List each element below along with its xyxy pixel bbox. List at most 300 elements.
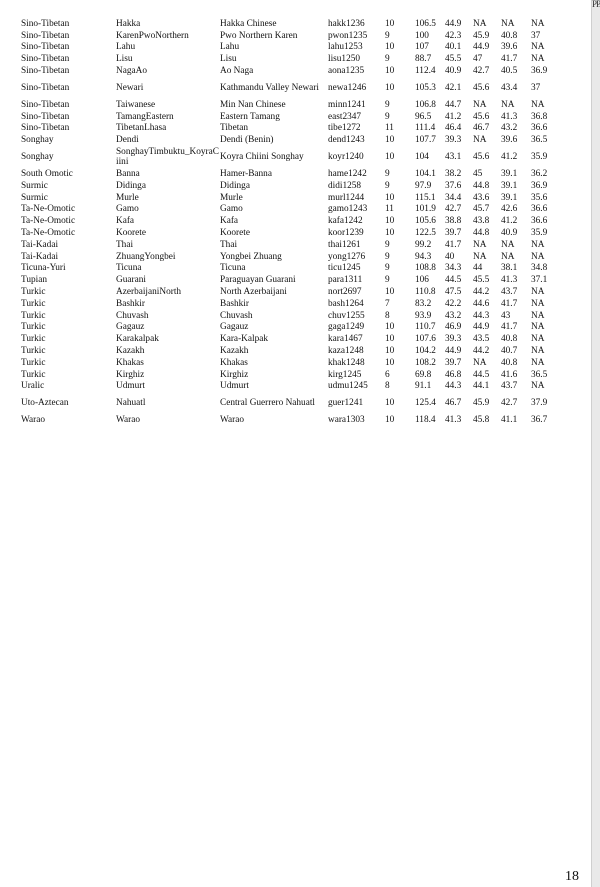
cell-col-b: 46.7 xyxy=(445,398,462,409)
cell-glottocode: khak1248 xyxy=(328,357,365,368)
cell-col-a: 69.8 xyxy=(415,369,432,380)
cell-col-d: 42.6 xyxy=(501,204,518,215)
cell-family: Uralic xyxy=(21,381,45,392)
cell-language-name: Hakka Chinese xyxy=(220,18,277,29)
cell-col-e: NA xyxy=(531,346,545,357)
cell-col-c: 44.8 xyxy=(473,180,490,191)
cell-language-name: Kafa xyxy=(220,216,239,227)
cell-col-e: 36.7 xyxy=(531,415,548,426)
cell-language-name: Yongbei Zhuang xyxy=(220,251,282,262)
cell-col-a: 118.4 xyxy=(415,415,436,426)
cell-language-name: Lahu xyxy=(220,42,240,53)
cell-col-e: 37.9 xyxy=(531,398,548,409)
cell-col-a: 110.7 xyxy=(415,322,436,333)
cell-glottocode: east2347 xyxy=(328,111,362,122)
cell-col-n: 9 xyxy=(385,30,390,41)
cell-col-d: 39.1 xyxy=(501,180,518,191)
cell-language-name: Thai xyxy=(220,239,238,250)
cell-col-a: 101.9 xyxy=(415,204,436,215)
cell-col-a: 115.1 xyxy=(415,192,436,203)
cell-col-a: 106 xyxy=(415,275,429,286)
cell-col-c: 45.9 xyxy=(473,398,490,409)
cell-col-e: NA xyxy=(531,310,545,321)
cell-col-e: NA xyxy=(531,54,545,65)
cell-language-id: Banna xyxy=(116,169,140,180)
cell-col-c: 45.6 xyxy=(473,82,490,93)
table-row xyxy=(21,310,553,322)
cell-family: Ta-Ne-Omotic xyxy=(21,204,76,215)
cell-language-id: Udmurt xyxy=(116,381,145,392)
cell-language-id: Newari xyxy=(116,82,144,93)
cell-col-a: 107 xyxy=(415,42,429,53)
cell-col-b: 44.7 xyxy=(445,99,462,110)
cell-family: Ta-Ne-Omotic xyxy=(21,228,76,239)
cell-col-d: 43.7 xyxy=(501,381,518,392)
cell-col-a: 104.2 xyxy=(415,346,436,357)
cell-language-name: Chuvash xyxy=(220,310,253,321)
cell-family: Ticuna-Yuri xyxy=(21,263,66,274)
cell-glottocode: thai1261 xyxy=(328,239,361,250)
cell-col-b: 39.3 xyxy=(445,334,462,345)
cell-family: Surmic xyxy=(21,192,48,203)
cell-col-d: 39.1 xyxy=(501,169,518,180)
cell-col-b: 40.1 xyxy=(445,42,462,53)
cell-col-a: 100 xyxy=(415,30,429,41)
cell-col-d: 41.2 xyxy=(501,216,518,227)
cell-col-b: 44.9 xyxy=(445,346,462,357)
cell-col-e: 35.9 xyxy=(531,228,548,239)
cell-col-n: 10 xyxy=(385,357,395,368)
cell-glottocode: minn1241 xyxy=(328,99,366,110)
cell-col-c: 44.9 xyxy=(473,42,490,53)
cell-language-name: Koyra Chiini Songhay xyxy=(220,152,304,163)
cell-col-a: 96.5 xyxy=(415,111,432,122)
cell-col-n: 10 xyxy=(385,322,395,333)
cell-glottocode: kafa1242 xyxy=(328,216,363,227)
cell-col-e: 36.5 xyxy=(531,369,548,380)
cell-col-c: 43.5 xyxy=(473,334,490,345)
cell-col-e: NA xyxy=(531,357,545,368)
cell-family: Ta-Ne-Omotic xyxy=(21,216,76,227)
cell-glottocode: aona1235 xyxy=(328,66,365,77)
cell-col-d: 42.7 xyxy=(501,398,518,409)
cell-glottocode: tibe1272 xyxy=(328,123,361,134)
cell-col-c: 44.2 xyxy=(473,346,490,357)
cell-language-name: Udmurt xyxy=(220,381,249,392)
cell-language-name: Kathmandu Valley Newari xyxy=(220,82,319,93)
cell-col-n: 9 xyxy=(385,111,390,122)
cell-col-b: 41.7 xyxy=(445,239,462,250)
cell-glottocode: yong1276 xyxy=(328,251,366,262)
cell-col-a: 99.2 xyxy=(415,239,432,250)
cell-col-b: 37.6 xyxy=(445,180,462,191)
cell-col-b: 42.7 xyxy=(445,204,462,215)
adjacent-page-text-fragment: PP. xyxy=(592,0,600,9)
cell-col-b: 34.4 xyxy=(445,192,462,203)
cell-col-c: 47 xyxy=(473,54,483,65)
cell-language-name: Pwo Northern Karen xyxy=(220,30,298,41)
cell-col-b: 46.9 xyxy=(445,322,462,333)
table-row xyxy=(21,146,553,168)
cell-col-d: 39.1 xyxy=(501,192,518,203)
cell-col-d: 41.1 xyxy=(501,415,518,426)
cell-language-id: Taiwanese xyxy=(116,99,156,110)
cell-col-d: 39.6 xyxy=(501,42,518,53)
cell-col-d: 43.7 xyxy=(501,287,518,298)
table-row xyxy=(21,369,553,381)
cell-col-n: 10 xyxy=(385,66,395,77)
cell-language-name: Ao Naga xyxy=(220,66,254,77)
cell-col-d: 40.8 xyxy=(501,334,518,345)
table-row xyxy=(21,298,553,310)
cell-col-d: NA xyxy=(501,251,515,262)
cell-col-a: 108.2 xyxy=(415,357,436,368)
cell-language-name: Bashkir xyxy=(220,298,249,309)
cell-col-c: 45 xyxy=(473,169,483,180)
cell-col-d: 41.7 xyxy=(501,298,518,309)
cell-col-a: 93.9 xyxy=(415,310,432,321)
cell-language-id: Khakas xyxy=(116,357,144,368)
cell-col-d: 41.3 xyxy=(501,111,518,122)
cell-language-name: Tibetan xyxy=(220,123,249,134)
cell-col-c: 44.5 xyxy=(473,369,490,380)
table-body xyxy=(21,18,553,426)
cell-col-n: 8 xyxy=(385,381,390,392)
cell-col-b: 44.3 xyxy=(445,381,462,392)
cell-family: Sino-Tibetan xyxy=(21,82,70,93)
cell-col-a: 108.8 xyxy=(415,263,436,274)
cell-family: Tai-Kadai xyxy=(21,251,59,262)
cell-col-a: 122.5 xyxy=(415,228,436,239)
cell-col-e: NA xyxy=(531,322,545,333)
cell-col-n: 9 xyxy=(385,180,390,191)
cell-language-id: AzerbaijaniNorth xyxy=(116,287,182,298)
cell-language-id: Koorete xyxy=(116,228,146,239)
cell-glottocode: dend1243 xyxy=(328,135,365,146)
cell-col-n: 11 xyxy=(385,123,394,134)
cell-col-e: NA xyxy=(531,99,545,110)
cell-col-e: NA xyxy=(531,251,545,262)
table-row xyxy=(21,239,553,251)
cell-family: Turkic xyxy=(21,334,46,345)
cell-glottocode: wara1303 xyxy=(328,415,365,426)
cell-family: Sino-Tibetan xyxy=(21,30,70,41)
cell-language-id: Kafa xyxy=(116,216,135,227)
cell-col-a: 107.6 xyxy=(415,334,436,345)
cell-family: Songhay xyxy=(21,135,54,146)
cell-col-d: 41.7 xyxy=(501,322,518,333)
cell-col-b: 39.7 xyxy=(445,357,462,368)
cell-col-e: 36.5 xyxy=(531,135,548,146)
table-row xyxy=(21,111,553,123)
cell-col-d: NA xyxy=(501,18,515,29)
cell-col-n: 9 xyxy=(385,251,390,262)
cell-col-d: 43.2 xyxy=(501,123,518,134)
table-row xyxy=(21,192,553,204)
cell-col-a: 112.4 xyxy=(415,66,436,77)
cell-family: Turkic xyxy=(21,357,46,368)
cell-col-c: 46.7 xyxy=(473,123,490,134)
cell-col-n: 10 xyxy=(385,135,395,146)
cell-col-c: 45.8 xyxy=(473,415,490,426)
cell-family: Turkic xyxy=(21,369,46,380)
cell-col-d: 40.8 xyxy=(501,30,518,41)
cell-col-b: 43.2 xyxy=(445,310,462,321)
cell-col-e: 36.2 xyxy=(531,169,548,180)
cell-col-n: 10 xyxy=(385,346,395,357)
table-row xyxy=(21,123,553,135)
cell-language-id: Gamo xyxy=(116,204,139,215)
cell-language-id: TamangEastern xyxy=(116,111,174,122)
cell-col-e: NA xyxy=(531,334,545,345)
cell-glottocode: gamo1243 xyxy=(328,204,368,215)
cell-glottocode: kaza1248 xyxy=(328,346,364,357)
cell-language-id: Warao xyxy=(116,415,141,426)
cell-language-id: Nahuatl xyxy=(116,398,146,409)
cell-col-n: 9 xyxy=(385,263,390,274)
cell-glottocode: pwon1235 xyxy=(328,30,368,41)
adjacent-page-edge xyxy=(591,0,600,887)
cell-col-c: 44.9 xyxy=(473,322,490,333)
cell-col-e: NA xyxy=(531,42,545,53)
cell-glottocode: koyr1240 xyxy=(328,152,364,163)
table-row xyxy=(21,251,553,263)
cell-col-c: 43.8 xyxy=(473,216,490,227)
cell-col-a: 91.1 xyxy=(415,381,432,392)
cell-col-b: 39.7 xyxy=(445,228,462,239)
cell-language-name: Khakas xyxy=(220,357,248,368)
cell-col-a: 97.9 xyxy=(415,180,432,191)
cell-col-b: 41.3 xyxy=(445,415,462,426)
cell-col-e: 34.8 xyxy=(531,263,548,274)
cell-language-id: Didinga xyxy=(116,180,146,191)
cell-language-id: SonghayTimbuktu_KoyraCiini xyxy=(116,147,219,168)
cell-col-d: 41.6 xyxy=(501,369,518,380)
cell-col-c: 45.6 xyxy=(473,111,490,122)
cell-language-name: Gamo xyxy=(220,204,243,215)
cell-language-name: Lisu xyxy=(220,54,237,65)
cell-family: Uto-Aztecan xyxy=(21,398,69,409)
cell-language-id: Thai xyxy=(116,239,134,250)
cell-col-a: 105.3 xyxy=(415,82,436,93)
cell-glottocode: udmu1245 xyxy=(328,381,368,392)
table-row xyxy=(21,53,553,65)
cell-col-n: 10 xyxy=(385,192,395,203)
cell-col-a: 107.7 xyxy=(415,135,436,146)
cell-col-c: 44.3 xyxy=(473,310,490,321)
cell-language-name: North Azerbaijani xyxy=(220,287,287,298)
cell-col-e: 36.6 xyxy=(531,123,548,134)
cell-col-c: NA xyxy=(473,239,487,250)
table-row xyxy=(21,215,553,227)
cell-col-c: 43.6 xyxy=(473,192,490,203)
cell-col-c: NA xyxy=(473,18,487,29)
cell-col-d: 43.4 xyxy=(501,82,518,93)
cell-language-id: Dendi xyxy=(116,135,139,146)
cell-col-a: 83.2 xyxy=(415,298,432,309)
cell-col-n: 10 xyxy=(385,42,395,53)
cell-col-n: 6 xyxy=(385,369,390,380)
cell-family: Turkic xyxy=(21,322,46,333)
cell-language-id: Bashkir xyxy=(116,298,145,309)
cell-language-name: Didinga xyxy=(220,180,250,191)
cell-glottocode: murl1244 xyxy=(328,192,365,203)
cell-col-n: 10 xyxy=(385,398,395,409)
cell-glottocode: bash1264 xyxy=(328,298,364,309)
cell-col-c: 44.8 xyxy=(473,228,490,239)
cell-glottocode: hame1242 xyxy=(328,169,367,180)
cell-col-a: 94.3 xyxy=(415,251,432,262)
cell-col-b: 47.5 xyxy=(445,287,462,298)
cell-col-a: 105.6 xyxy=(415,216,436,227)
cell-col-c: NA xyxy=(473,99,487,110)
cell-language-name: Koorete xyxy=(220,228,250,239)
cell-col-n: 9 xyxy=(385,239,390,250)
table-row xyxy=(21,99,553,111)
cell-col-n: 10 xyxy=(385,287,395,298)
cell-col-e: 37 xyxy=(531,82,541,93)
cell-col-a: 110.8 xyxy=(415,287,436,298)
cell-col-e: 35.9 xyxy=(531,152,548,163)
cell-col-c: 45.6 xyxy=(473,152,490,163)
cell-col-e: 37.1 xyxy=(531,275,548,286)
cell-language-id: Chuvash xyxy=(116,310,149,321)
cell-col-c: 45.5 xyxy=(473,275,490,286)
cell-col-c: 45.7 xyxy=(473,204,490,215)
cell-col-n: 10 xyxy=(385,334,395,345)
cell-col-a: 125.4 xyxy=(415,398,436,409)
cell-family: Turkic xyxy=(21,298,46,309)
cell-col-b: 46.8 xyxy=(445,369,462,380)
cell-col-e: 36.9 xyxy=(531,180,548,191)
cell-col-c: NA xyxy=(473,251,487,262)
cell-col-d: NA xyxy=(501,99,515,110)
cell-col-n: 9 xyxy=(385,54,390,65)
cell-col-n: 9 xyxy=(385,275,390,286)
cell-col-e: NA xyxy=(531,239,545,250)
cell-col-n: 11 xyxy=(385,204,394,215)
table-row xyxy=(21,30,553,42)
cell-col-b: 44.5 xyxy=(445,275,462,286)
cell-language-id: Ticuna xyxy=(116,263,142,274)
cell-family: Songhay xyxy=(21,152,54,163)
cell-language-name: Dendi (Benin) xyxy=(220,135,274,146)
cell-family: Sino-Tibetan xyxy=(21,54,70,65)
cell-language-name: Ticuna xyxy=(220,263,246,274)
cell-col-b: 38.8 xyxy=(445,216,462,227)
page-number: 18 xyxy=(565,869,579,884)
table-row xyxy=(21,77,553,99)
cell-language-id: Kazakh xyxy=(116,346,145,357)
cell-glottocode: kirg1245 xyxy=(328,369,362,380)
cell-col-c: NA xyxy=(473,357,487,368)
table-row xyxy=(21,42,553,54)
cell-glottocode: didi1258 xyxy=(328,180,362,191)
table-row xyxy=(21,357,553,369)
cell-col-n: 7 xyxy=(385,298,390,309)
cell-col-b: 45.5 xyxy=(445,54,462,65)
cell-glottocode: lahu1253 xyxy=(328,42,363,53)
table-row xyxy=(21,414,553,426)
cell-glottocode: kara1467 xyxy=(328,334,363,345)
cell-col-n: 8 xyxy=(385,310,390,321)
cell-family: Sino-Tibetan xyxy=(21,42,70,53)
cell-col-a: 104.1 xyxy=(415,169,436,180)
cell-family: Sino-Tibetan xyxy=(21,111,70,122)
cell-col-e: 37 xyxy=(531,30,541,41)
cell-language-id: Hakka xyxy=(116,18,141,29)
cell-col-b: 38.2 xyxy=(445,169,462,180)
cell-col-c: 42.7 xyxy=(473,66,490,77)
cell-col-d: 41.7 xyxy=(501,54,518,65)
cell-col-d: 40.9 xyxy=(501,228,518,239)
cell-col-e: NA xyxy=(531,298,545,309)
cell-language-name: Gagauz xyxy=(220,322,249,333)
table-row xyxy=(21,274,553,286)
cell-col-e: 35.6 xyxy=(531,192,548,203)
cell-language-name: Kazakh xyxy=(220,346,249,357)
cell-col-d: 43 xyxy=(501,310,511,321)
cell-col-b: 42.1 xyxy=(445,82,462,93)
table-row xyxy=(21,65,553,77)
cell-col-n: 10 xyxy=(385,152,395,163)
cell-col-a: 88.7 xyxy=(415,54,432,65)
cell-col-d: 40.7 xyxy=(501,346,518,357)
cell-language-name: Hamer-Banna xyxy=(220,169,272,180)
cell-col-c: 44.6 xyxy=(473,298,490,309)
cell-language-name: Paraguayan Guarani xyxy=(220,275,296,286)
table-row xyxy=(21,392,553,414)
cell-family: Turkic xyxy=(21,287,46,298)
cell-col-a: 111.4 xyxy=(415,123,436,134)
table-row xyxy=(21,286,553,298)
cell-col-c: NA xyxy=(473,135,487,146)
cell-glottocode: koor1239 xyxy=(328,228,364,239)
cell-col-e: NA xyxy=(531,287,545,298)
cell-col-b: 42.2 xyxy=(445,298,462,309)
cell-col-d: 39.6 xyxy=(501,135,518,146)
cell-col-e: NA xyxy=(531,381,545,392)
cell-language-name: Kara-Kalpak xyxy=(220,334,269,345)
cell-col-b: 41.2 xyxy=(445,111,462,122)
cell-glottocode: para1311 xyxy=(328,275,363,286)
cell-col-a: 104 xyxy=(415,152,429,163)
cell-col-c: 44.2 xyxy=(473,287,490,298)
table-row xyxy=(21,18,553,30)
cell-col-b: 44.9 xyxy=(445,18,462,29)
cell-col-c: 44 xyxy=(473,263,483,274)
table-row xyxy=(21,227,553,239)
table-row xyxy=(21,134,553,146)
cell-col-n: 10 xyxy=(385,18,395,29)
cell-col-n: 10 xyxy=(385,228,395,239)
cell-col-n: 9 xyxy=(385,99,390,110)
cell-glottocode: nort2697 xyxy=(328,287,362,298)
cell-col-a: 106.5 xyxy=(415,18,436,29)
cell-col-d: NA xyxy=(501,239,515,250)
cell-language-id: Murle xyxy=(116,192,139,203)
cell-family: Turkic xyxy=(21,346,46,357)
table-row xyxy=(21,263,553,275)
cell-glottocode: chuv1255 xyxy=(328,310,365,321)
cell-col-d: 41.2 xyxy=(501,152,518,163)
cell-col-b: 46.4 xyxy=(445,123,462,134)
cell-glottocode: lisu1250 xyxy=(328,54,361,65)
cell-col-b: 40 xyxy=(445,251,455,262)
cell-col-n: 10 xyxy=(385,82,395,93)
cell-col-e: 36.8 xyxy=(531,111,548,122)
cell-col-b: 40.9 xyxy=(445,66,462,77)
